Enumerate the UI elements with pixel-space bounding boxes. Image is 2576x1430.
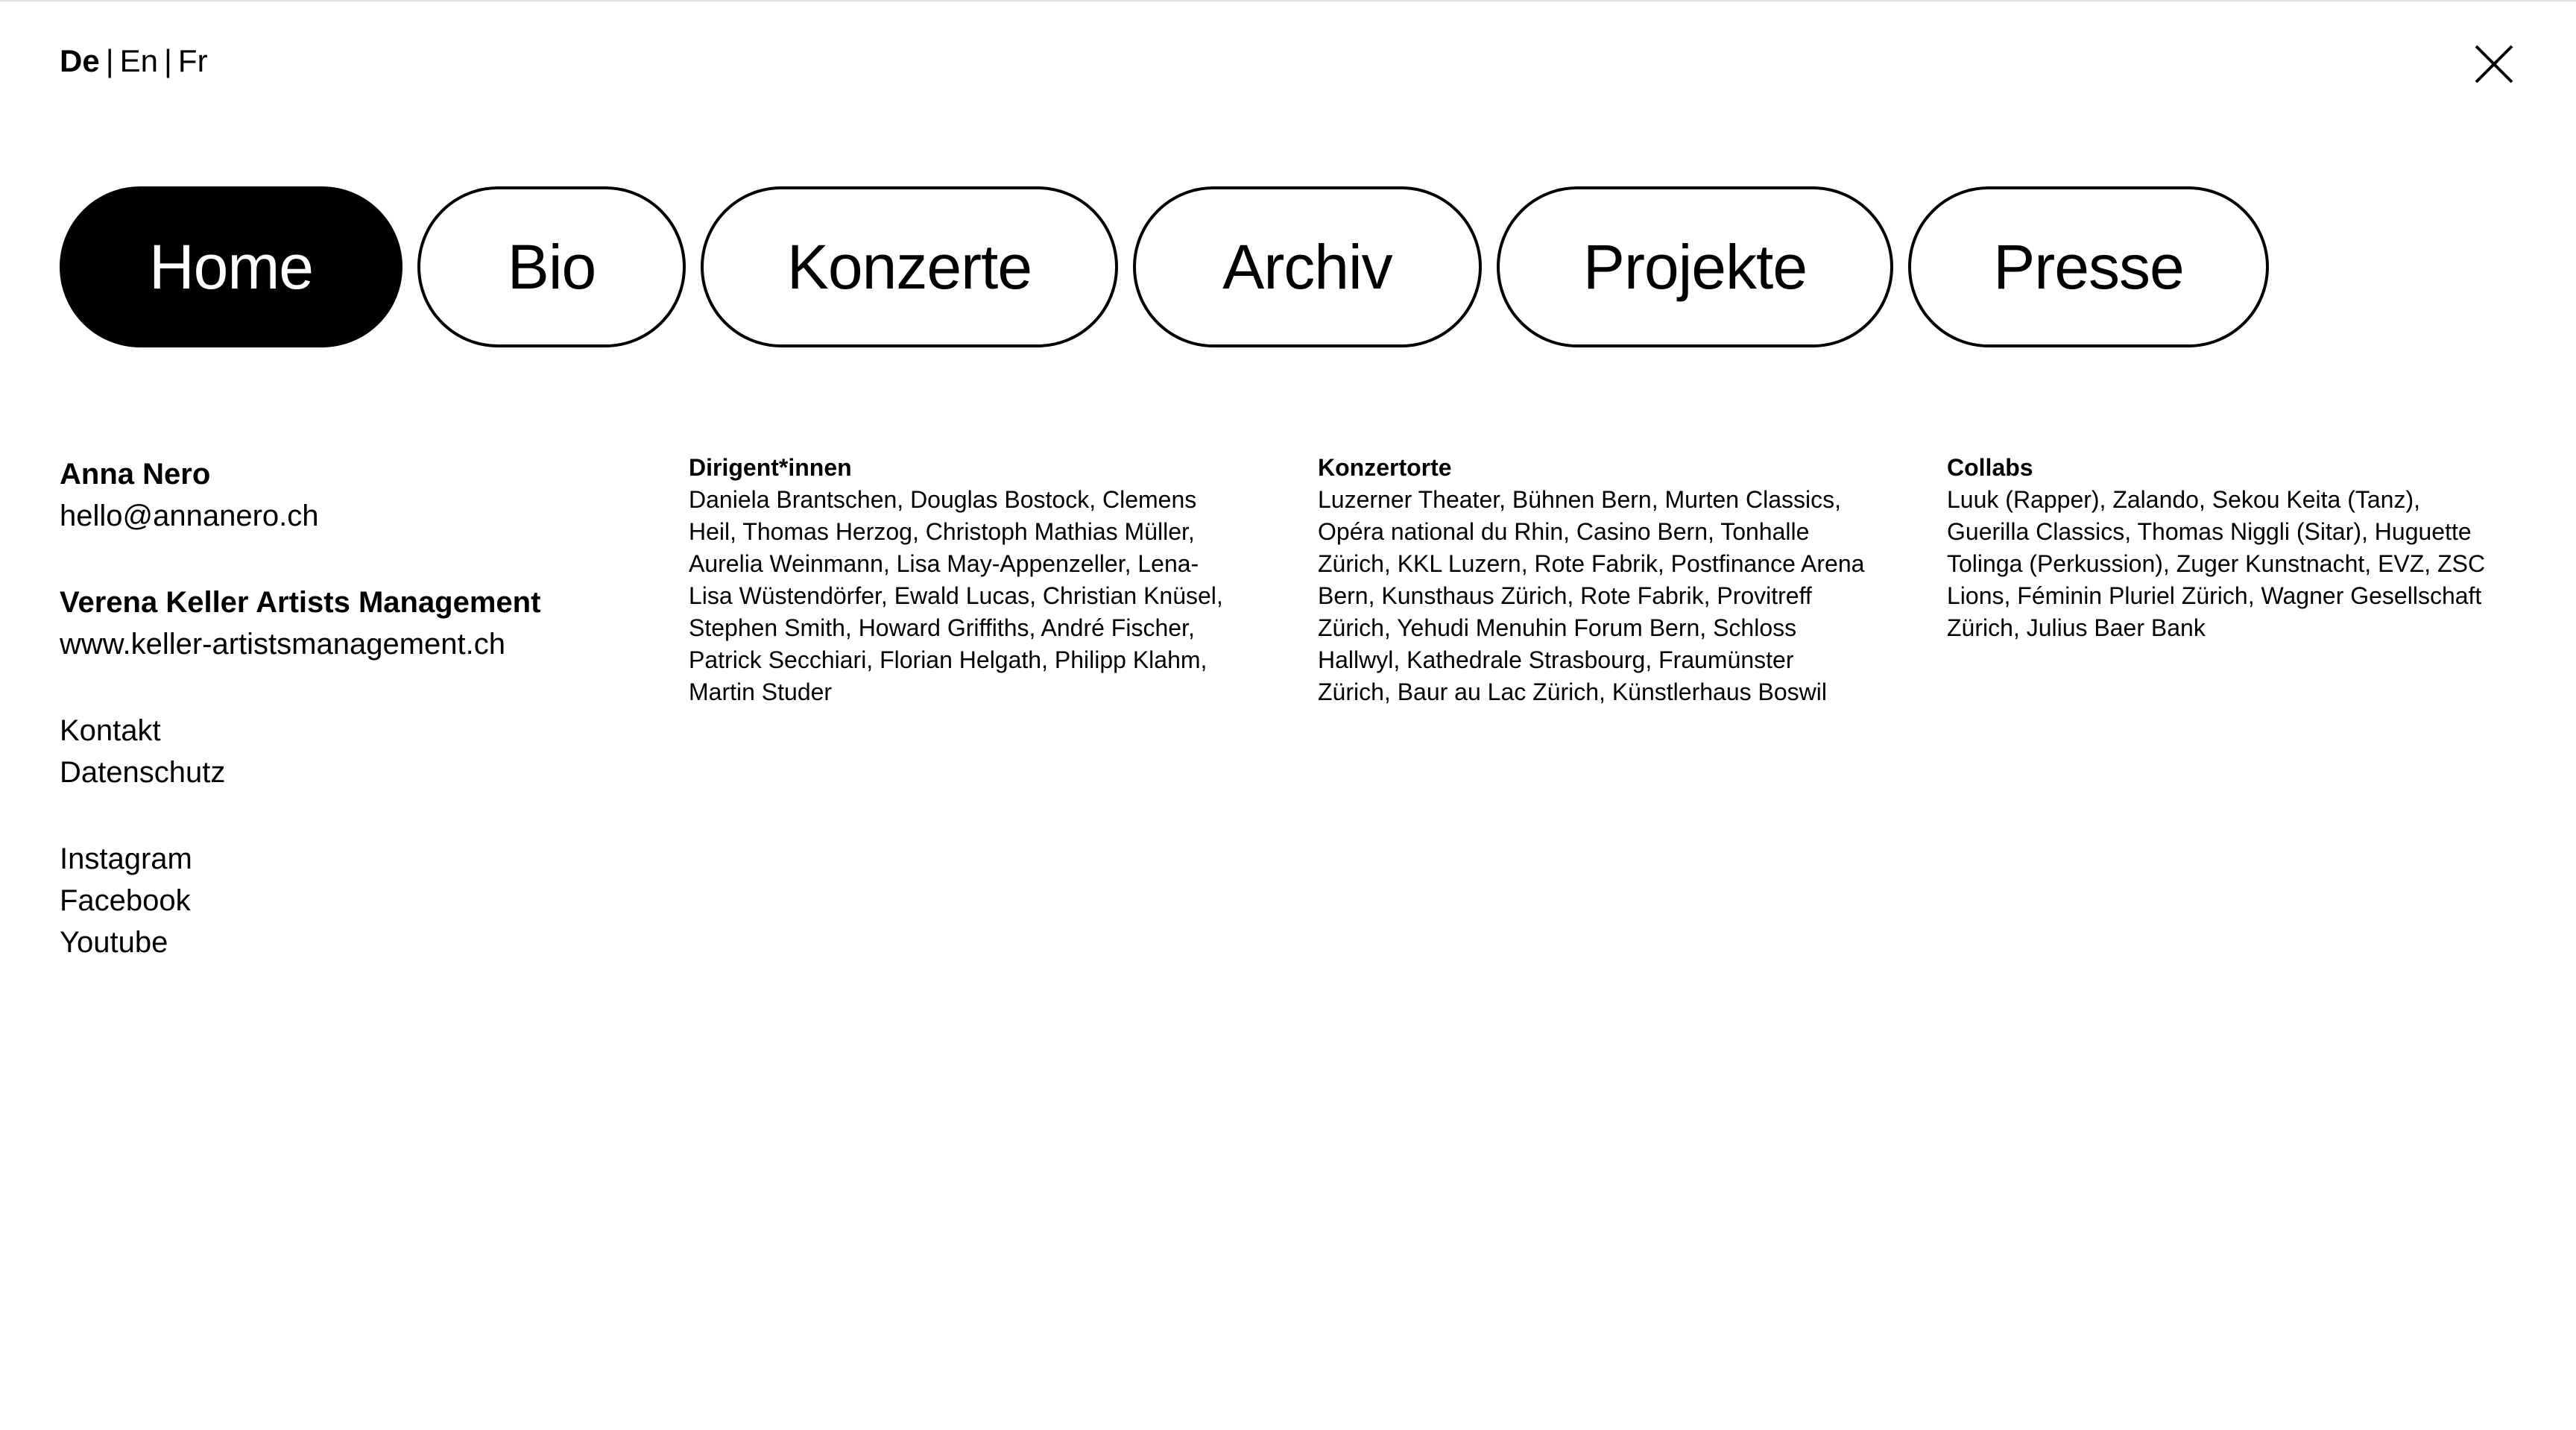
social-links	[60, 838, 626, 963]
management-url-link[interactable]: www.keller-artistsmanagement.ch	[60, 628, 505, 661]
nav-konzerte[interactable]: Konzerte	[701, 186, 1118, 347]
venues-heading: Konzertorte	[1318, 454, 1452, 481]
lang-fr[interactable]: Fr	[177, 43, 208, 78]
artist-email-link[interactable]: hello@annanero.ch	[60, 500, 319, 532]
main-nav	[60, 186, 2269, 347]
management-contact	[60, 582, 626, 665]
venues-list: Luzerner Theater, Bühnen Bern, Murten Classics, Opéra national du Rhin, Casino Bern, Tonhalle Zürich, KKL Luzern, Rote Fabrik, Postfinance Arena Bern, Kunsthaus Zürich, Rote Fabrik, Provitreff Zürich, Yehudi Menuhin Forum Bern, Schloss Hallwyl, Kathedrale Strasbourg, Fraumünster Zürich, Baur au Lac Zürich, Künstlerhaus Boswil	[1318, 486, 1865, 705]
nav-archiv[interactable]: Archiv	[1133, 186, 1482, 347]
collabs-column	[1947, 452, 2498, 644]
nav-presse[interactable]: Presse	[1908, 186, 2269, 347]
contact-column	[60, 453, 626, 1008]
facebook-link[interactable]: Facebook	[60, 884, 191, 917]
lang-de[interactable]: De	[60, 43, 100, 78]
nav-bio[interactable]: Bio	[417, 186, 686, 347]
youtube-link[interactable]: Youtube	[60, 926, 168, 959]
nav-projekte[interactable]: Projekte	[1497, 186, 1893, 347]
lang-separator: |	[105, 43, 114, 78]
conductors-list: Daniela Brantschen, Douglas Bostock, Clemens Heil, Thomas Herzog, Christoph Mathias Müller, Aurelia Weinmann, Lisa May-Appenzeller, Lena-Lisa Wüstendörfer, Ewald Lucas, Christian Knüsel, Stephen Smith, Howard Griffiths, André Fischer, Patrick Secchiari, Florian Helgath, Philipp Klahm, Martin Studer	[689, 486, 1223, 705]
close-button[interactable]	[2473, 43, 2515, 85]
datenschutz-link[interactable]: Datenschutz	[60, 756, 226, 789]
nav-home[interactable]: Home	[60, 186, 402, 347]
kontakt-link[interactable]: Kontakt	[60, 714, 161, 747]
artist-contact	[60, 453, 626, 537]
collabs-list: Luuk (Rapper), Zalando, Sekou Keita (Tanz), Guerilla Classics, Thomas Niggli (Sitar), Huguette Tolinga (Perkussion), Zuger Kunstnacht, EVZ, ZSC Lions, Féminin Pluriel Zürich, Wagner Gesellschaft Zürich, Julius Baer Bank	[1947, 486, 2486, 641]
collabs-heading: Collabs	[1947, 454, 2033, 481]
venues-column	[1318, 452, 1869, 708]
language-switcher	[60, 42, 208, 81]
close-icon	[2473, 43, 2515, 85]
conductors-column	[689, 452, 1240, 708]
conductors-heading: Dirigent*innen	[689, 454, 852, 481]
legal-links	[60, 710, 626, 793]
management-name: Verena Keller Artists Management	[60, 586, 541, 619]
lang-en[interactable]: En	[119, 43, 158, 78]
artist-name: Anna Nero	[60, 458, 211, 491]
instagram-link[interactable]: Instagram	[60, 842, 192, 875]
lang-separator: |	[164, 43, 172, 78]
